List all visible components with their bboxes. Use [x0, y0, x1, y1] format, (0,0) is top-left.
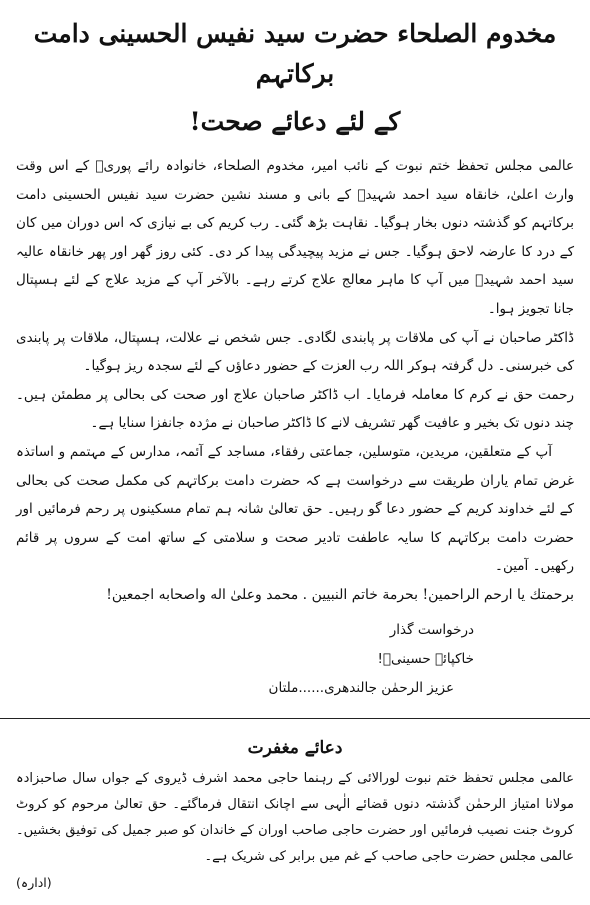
condolence-credit: (ادارہ): [16, 875, 52, 890]
article-paragraph: ڈاکٹر صاحبان نے آپ کی ملاقات پر پابندی لگادی۔ جس شخص نے علالت، ہسپتال، ملاقات پر پابندی کی خبرسنی۔ دل گرفتہ ہوکر اللہ رب العزت کے حضور دعاؤں کے لئے سجدہ ریز ہوگیا۔: [16, 329, 574, 375]
page-title: مخدوم الصلحاء حضرت سید نفیس الحسینی دامت برکاتہم: [33, 19, 557, 88]
article-paragraph: عالمی مجلس تحفظ ختم نبوت کے نائب امیر، مخدوم الصلحاء، خانوادہ رائے پوریؒ کے اس وقت وارث اعلیٰ، خانقاہ سید احمد شہیدؒ کے بانی و مسند نشین حضرت سید نفیس الحسینی دامت برکاتہم کو گذشتہ دنوں بخار ہوگیا۔ نقاہت بڑھ گئی۔ رب کریم کی بے نیازی کہ اس دوران میں کان کے درد کا عارضہ لاحق ہوگیا۔ جس نے مزید پیچیدگی پیدا کر دی۔ کئی روز گھر اور پھر خانقاہ عالیہ سید احمد شہیدؒ میں آپ کا ماہر معالج علاج کرتے رہے۔ بالآخر آپ کے مزید علاج کے لئے ہسپتال جانا تجویز ہوا۔: [16, 158, 574, 317]
page-subtitle: کے لئے دعائے صحت!: [189, 107, 401, 136]
condolence-title: دعائے مغفرت: [247, 738, 343, 758]
signature-block: [16, 616, 574, 703]
article-paragraph: آپ کے متعلقین، مریدین، متوسلین، جماعتی رفقاء، مساجد کے آئمہ، مدارس کے مہتمم و اساتذہ غرض تمام یاران طریقت سے درخواست ہے کہ حضرت دامت برکاتہم کی مکمل صحت کی بحالی کے لئے خداوند کریم کے حضور دعا گو رہیں۔ حق تعالیٰ شانہ ہم تمام مسکینوں پر رحم فرمائیں اور حضرت دامت برکاتہم کا سایہ عاطفت تادیر صحت و سلامتی کے ساتھ امت کے سروں پر قائم رکھیں۔ آمین۔: [16, 443, 574, 575]
signature-humble-line: خاکپائے حسینیؒ!: [377, 650, 474, 667]
signature-request-label: درخواست گذار: [389, 621, 474, 638]
condolence-text: عالمی مجلس تحفظ ختم نبوت لورالائی کے رہنما حاجی محمد اشرف ڈیروی کے جواں سال صاحبزادہ مولانا امتیاز الرحمٰن گذشتہ دنوں قضائے الٰہی سے اچانک انتقال فرماگئے۔ حق تعالیٰ مرحوم کو کروٹ کروٹ جنت نصیب فرمائیں اور حضرت حاجی صاحب اوران کے خاندان کو صبر جمیل کی توفیق بخشیں۔ عالمی مجلس حضرت حاجی صاحب کے غم میں برابر کی شریک ہے۔: [16, 771, 574, 864]
article-body: [16, 152, 574, 610]
condolence-body: [16, 766, 574, 896]
section-divider: [0, 718, 590, 719]
condolence-section: [16, 734, 574, 896]
signature-name: عزیز الرحمٰن جالندھری......ملتان: [268, 679, 454, 696]
article-paragraph: رحمت حق نے کرم کا معاملہ فرمایا۔ اب ڈاکٹر صاحبان علاج اور صحت کی بحالی پر مطمئن ہیں۔ چند دنوں تک بخیر و عافیت گھر تشریف لانے کا ڈاکٹر صاحبان نے مژدہ جانفزا سنایا ہے۔: [16, 386, 574, 432]
arabic-prayer: برحمتك يا ارحم الراحمين! بحرمة خاتم النبيين . محمد وعلىٰ اله واصحابه اجمعين!: [106, 586, 574, 603]
